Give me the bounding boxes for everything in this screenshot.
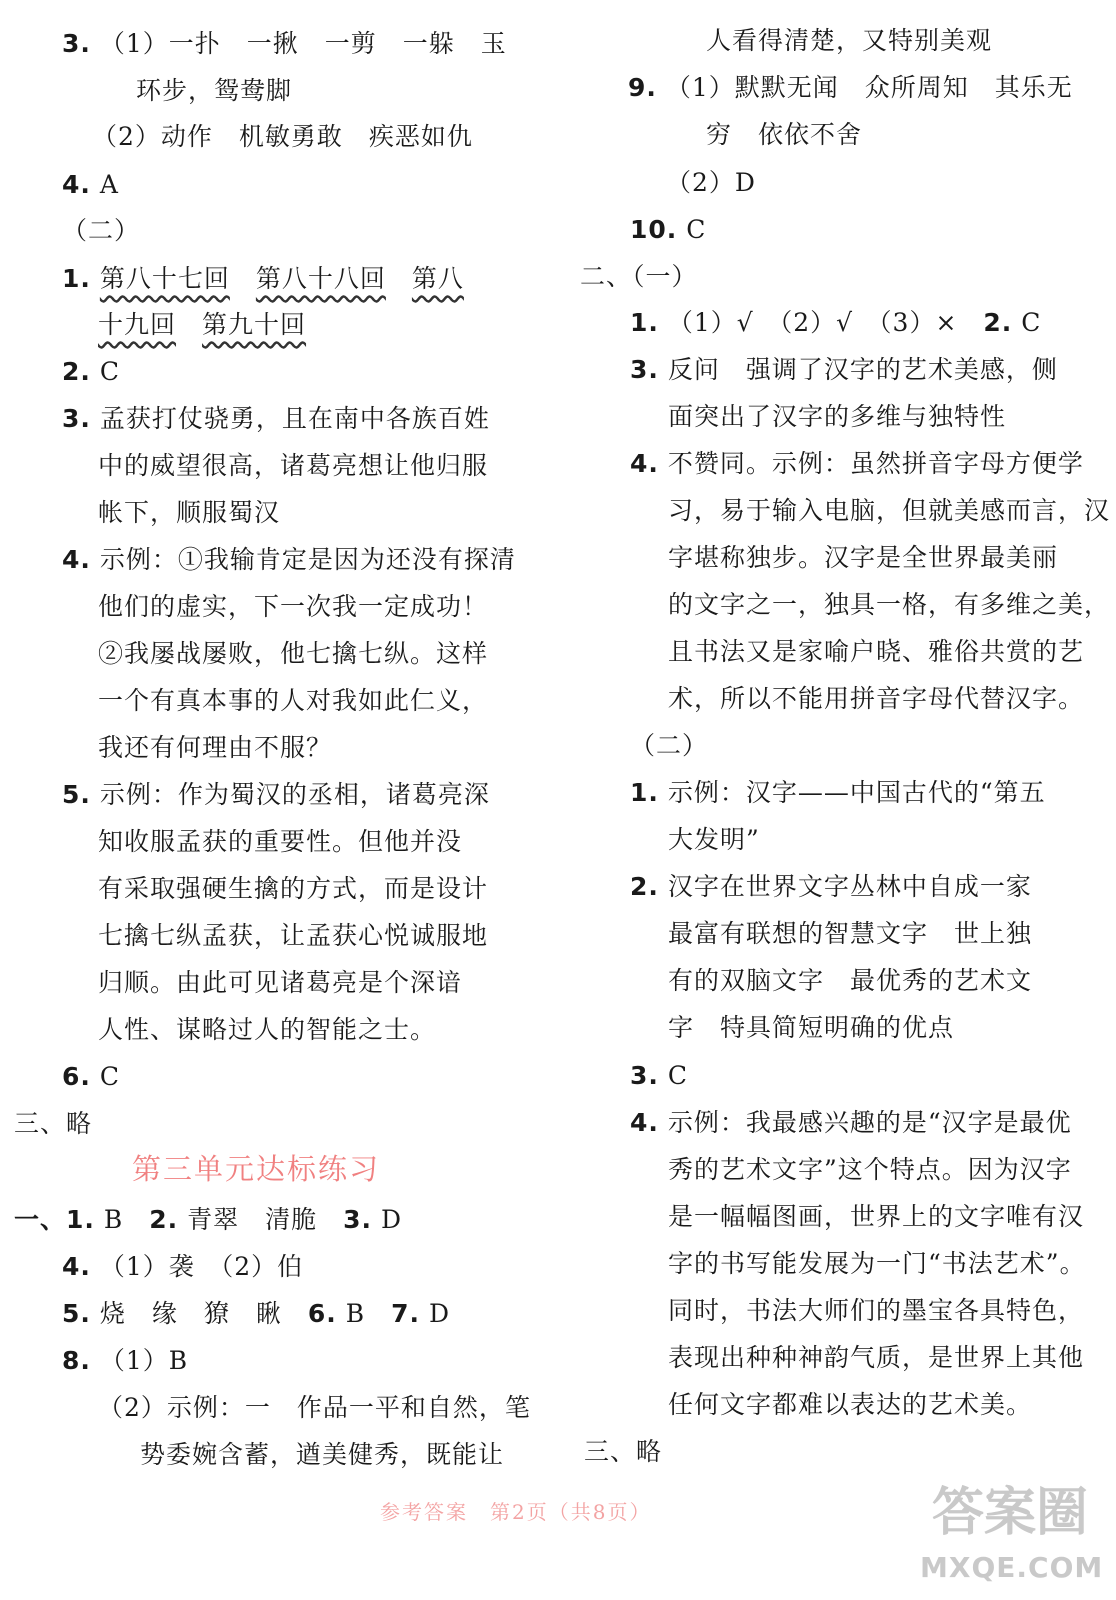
answer-line: 4. A	[62, 170, 119, 199]
answer-line: 归顺。由此可见诸葛亮是个深谙	[98, 968, 463, 997]
answer-line: （2）示例：一 作品一平和自然，笔	[98, 1393, 531, 1422]
answer-line: 5. 示例：作为蜀汉的丞相，诸葛亮深	[62, 780, 490, 809]
subsection-heading: （二）	[62, 216, 141, 245]
answer-line: 字的书写能发展为一门“书法艺术”。	[668, 1249, 1086, 1278]
answer-line: 字 特具简短明确的优点	[668, 1013, 955, 1042]
section-heading: 三、略	[584, 1437, 663, 1466]
answer-line: 七擒七纵孟获，让孟获心悦诚服地	[98, 921, 489, 950]
page-footer: 参考答案 第2页（共8页）	[380, 1500, 652, 1524]
answer-line: 4. 示例：①我输肯定是因为还没有探清	[62, 545, 516, 574]
answer-line: 我还有何理由不服？	[98, 733, 333, 762]
answer-line: 一、1. B 2. 青翠 清脆 3. D	[14, 1205, 403, 1234]
subsection-heading: （二）	[630, 731, 709, 760]
answer-line: 有的双脑文字 最优秀的艺术文	[668, 966, 1033, 995]
answer-line: 1. 第八十七回 第八十八回 第八	[62, 264, 464, 293]
answer-line: 字堪称独步。汉字是全世界最美丽	[668, 543, 1059, 572]
answer-line: 10. C	[630, 215, 707, 244]
answer-line: 势委婉含蓄，遒美健秀，既能让	[140, 1440, 505, 1469]
answer-line: 秀的艺术文字”这个特点。因为汉字	[668, 1155, 1072, 1184]
answer-line: 面突出了汉字的多维与独特性	[668, 402, 1007, 431]
answer-line: 9. （1）默默无闻 众所周知 其乐无	[628, 73, 1073, 102]
answer-line: 帐下，顺服蜀汉	[98, 498, 281, 527]
answer-line: 1. （1）√ （2）√ （3）× 2. C	[630, 308, 1042, 337]
answer-line: 习，易于输入电脑，但就美感而言，汉	[668, 496, 1111, 525]
answer-line: 3. 反问 强调了汉字的艺术美感，侧	[630, 355, 1058, 384]
answer-line: 有采取强硬生擒的方式，而是设计	[98, 874, 489, 903]
answer-line: 大发明”	[668, 825, 760, 854]
answer-line: 人性、谋略过人的智能之士。	[98, 1015, 437, 1044]
answer-line: 5. 烧 缘 獠 瞅 6. B 7. D	[62, 1299, 451, 1328]
answer-line: 人看得清楚，又特别美观	[706, 26, 993, 55]
answer-line: 他们的虚实，下一次我一定成功！	[98, 592, 489, 621]
answer-line: 3. C	[630, 1061, 688, 1090]
unit-title: 第三单元达标练习	[132, 1152, 381, 1186]
watermark-logo	[920, 1478, 1104, 1596]
answer-line: 且书法又是家喻户晓、雅俗共赏的艺	[668, 637, 1085, 666]
answer-line: 4. （1）袭 （2）伯	[62, 1252, 304, 1281]
answer-line: 最富有联想的智慧文字 世上独	[668, 919, 1033, 948]
answer-line: 8. （1）B	[62, 1346, 189, 1375]
section-heading: 三、略	[14, 1109, 93, 1138]
answer-line: （2）动作 机敏勇敢 疾恶如仇	[92, 122, 473, 151]
answer-line: 是一幅幅图画，世界上的文字唯有汉	[668, 1202, 1085, 1231]
answer-line: 任何文字都难以表达的艺术美。	[668, 1390, 1033, 1419]
watermark-url: MXQE.COM	[920, 1551, 1104, 1584]
answer-line: 2. 汉字在世界文字丛林中自成一家	[630, 872, 1032, 901]
answer-line: （2）D	[666, 168, 756, 197]
answer-line: 中的威望很高，诸葛亮想让他归服	[98, 451, 489, 480]
answer-line: 表现出种种神韵气质，是世界上其他	[668, 1343, 1085, 1372]
answer-line: 4. 不赞同。示例：虽然拼音字母方便学	[630, 449, 1084, 478]
answer-line: 十九回 第九十回	[98, 310, 307, 339]
answer-line: 知收服孟获的重要性。但他并没	[98, 827, 463, 856]
answer-line: 2. C	[62, 357, 120, 386]
answer-line: 3. （1）一扑 一揪 一剪 一躲 玉	[62, 29, 507, 58]
answer-line: 环步，鸳鸯脚	[136, 76, 293, 105]
answer-line: 的文字之一，独具一格，有多维之美，	[668, 590, 1111, 619]
answer-line: 3. 孟获打仗骁勇，且在南中各族百姓	[62, 404, 490, 433]
answer-line: 同时，书法大师们的墨宝各具特色，	[668, 1296, 1085, 1325]
answer-line: 穷 依依不舍	[706, 120, 863, 149]
answer-line: 一个有真本事的人对我如此仁义，	[98, 686, 489, 715]
answer-line: 6. C	[62, 1062, 120, 1091]
section-heading: 二、（一）	[580, 262, 698, 291]
watermark-text: 答案圈	[931, 1483, 1088, 1543]
answer-line: ②我屡战屡败，他七擒七纵。这样	[98, 639, 489, 668]
answer-line: 1. 示例：汉字——中国古代的“第五	[630, 778, 1046, 807]
answer-line: 术，所以不能用拼音字母代替汉字。	[668, 684, 1085, 713]
answer-line: 4. 示例：我最感兴趣的是“汉字是最优	[630, 1108, 1072, 1137]
